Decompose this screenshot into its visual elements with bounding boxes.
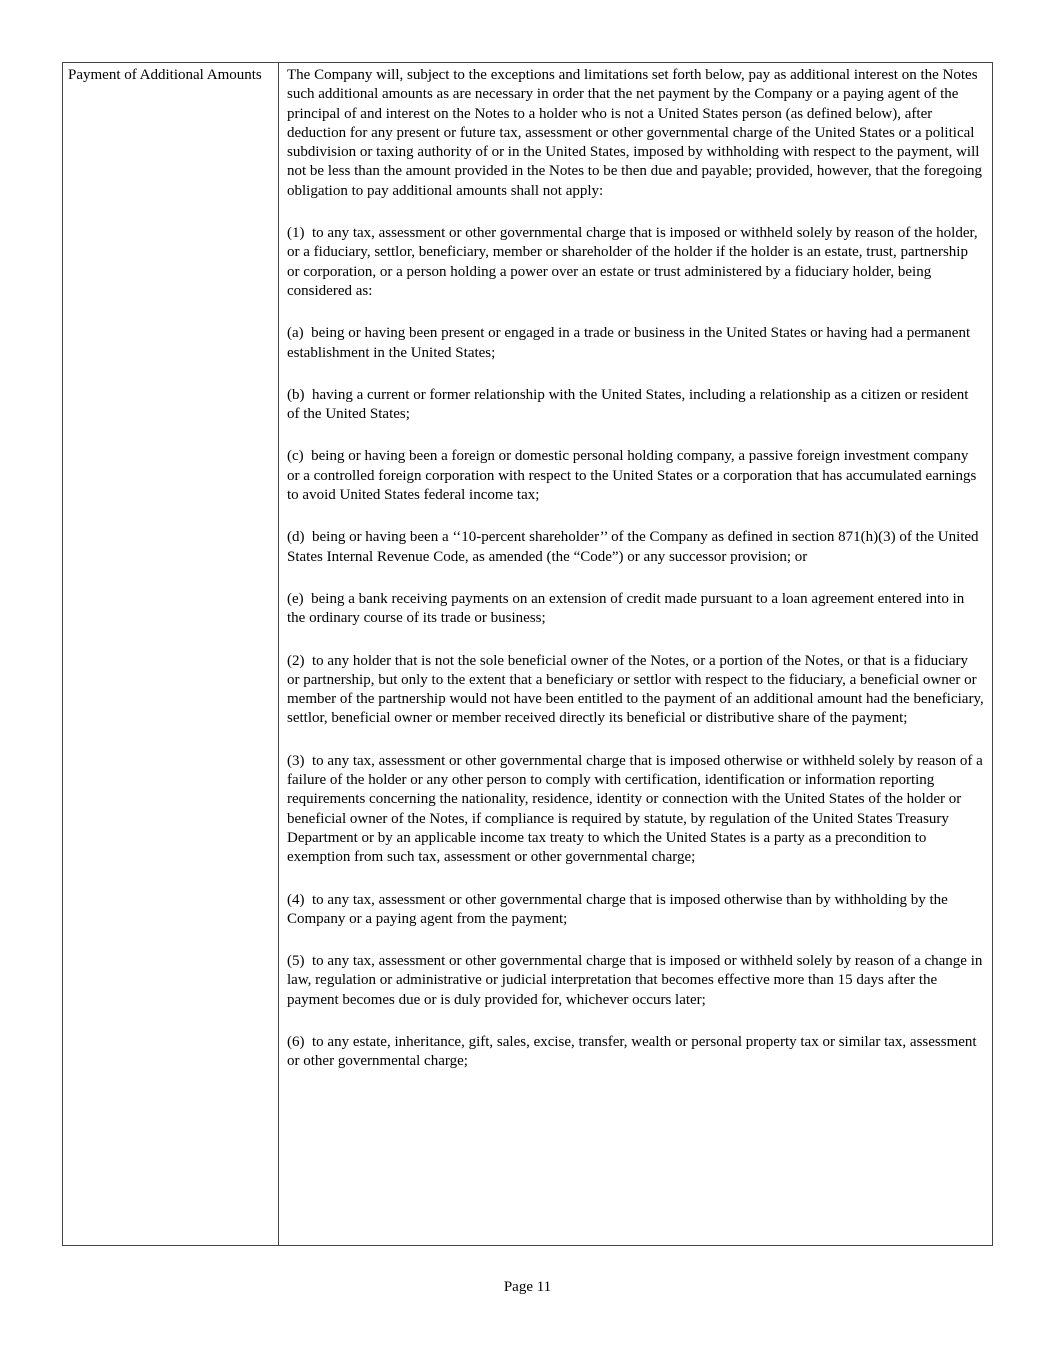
paragraph-clause-4: (4) to any tax, assessment or other governmental charge that is imposed otherwise than by withholding by the Company or a paying agent from the payment;: [287, 891, 952, 927]
paragraph-clause-1e: (e) being a bank receiving payments on an extension of credit made pursuant to a loan agreement entered into in the ordinary course of its trade or business;: [287, 590, 969, 627]
table-row: [63, 63, 993, 1246]
paragraph-clause-1: (1) to any tax, assessment or other governmental charge that is imposed or withheld solely by reason of the holder, or a fiduciary, settlor, beneficiary, member or shareholder of the holder if the holder is an estate, trust, partnership or corporation, or a person holding a power over an estate or trust administered by a fiduciary holder, being considered as:: [287, 225, 982, 299]
paragraph-clause-5: (5) to any tax, assessment or other governmental charge that is imposed or withheld solely by reason of a change in law, regulation or administrative or judicial interpretation that becomes effective more than 15 days after the payment becomes due or is duly provided for, whichever occurs later;: [287, 953, 987, 1008]
paragraph-clause-1a: (a) being or having been present or engaged in a trade or business in the United States or having had a permanent establishment in the United States;: [287, 325, 974, 361]
definition-cell: [279, 63, 993, 1246]
term-label: Payment of Additional Amounts: [68, 67, 262, 83]
definitions-table: [62, 62, 993, 1246]
page-number: Page 11: [503, 1279, 552, 1295]
paragraph-clause-1d: (d) being or having been a ‘‘10-percent shareholder’’ of the Company as defined in section 871(h)(3) of the United States Internal Revenue Code, as amended (the “Code”) or any successor provision; or: [287, 529, 983, 565]
paragraph-clause-2: (2) to any holder that is not the sole beneficial owner of the Notes, or a portion of the Notes, or that is a fiduciary or partnership, but only to the extent that a beneficiary or settlor with respect to the fiduciary, a beneficial owner or member of the partnership would not have been entitled to the payment of an additional amount had the beneficiary, settlor, beneficial owner or member received directly its beneficial or distributive share of the payment;: [287, 652, 988, 727]
term-cell: [63, 63, 279, 1246]
paragraph-intro: The Company will, subject to the exceptions and limitations set forth below, pay as additional interest on the Notes such additional amounts as are necessary in order that the net payment by the Company or a paying agent of the principal of and interest on the Notes to a holder who is not a United States person (as defined below), after deduction for any present or future tax, assessment or other governmental charge of the United States or a political subdivision or taxing authority of or in the United States, imposed by withholding with respect to the payment, will not be less than the amount provided in the Notes to be then due and payable; provided, however, that the foregoing obligation to pay additional amounts shall not apply:: [287, 67, 986, 199]
paragraph-clause-1b: (b) having a current or former relationship with the United States, including a relationship as a citizen or resident of the United States;: [287, 386, 973, 423]
paragraph-clause-1c: (c) being or having been a foreign or domestic personal holding company, a passive foreign investment company or a controlled foreign corporation with respect to the United States or a corporation that has accumulated earnings to avoid United States federal income tax;: [287, 448, 981, 504]
paragraph-clause-6: (6) to any estate, inheritance, gift, sales, excise, transfer, wealth or personal property tax or similar tax, assessment or other governmental charge;: [287, 1033, 981, 1070]
paragraph-clause-3: (3) to any tax, assessment or other governmental charge that is imposed otherwise or withheld solely by reason of a failure of the holder or any other person to comply with certification, identification or information reporting requirements concerning the nationality, residence, identity or connection with the United States of the holder or beneficial owner of the Notes, if compliance is required by statute, by regulation of the United States Treasury Department or by an applicable income tax treaty to which the United States is a party as a precondition to exemption from such tax, assessment or other governmental charge;: [287, 752, 987, 866]
